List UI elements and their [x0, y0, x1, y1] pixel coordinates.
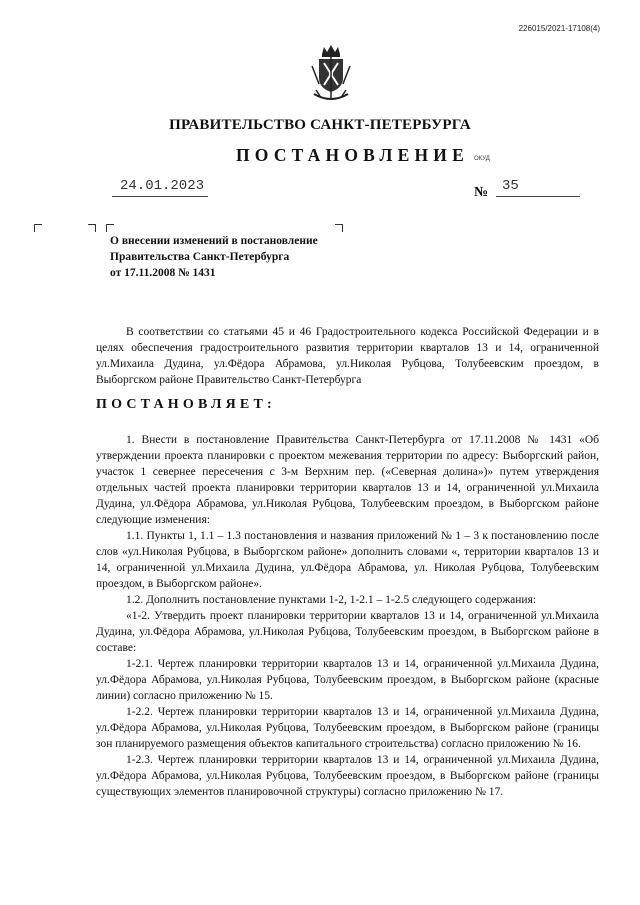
- paragraph-1-2-1: 1-2.1. Чертеж планировки территории кварталов 13 и 14, ограниченной ул.Михаила Дудина, ул.Фёдора Абрамова, ул.Николая Рубцова, Толубеевским проездом, в Выборгском районе (красные линии) согласно приложению № 15.: [96, 658, 599, 702]
- okud-label: ОКУД: [474, 156, 490, 162]
- decree-date: 24.01.2023: [120, 178, 205, 194]
- paragraph-1: 1. Внести в постановление Правительства Санкт-Петербурга от 17.11.2008 № 1431 «Об утверждении проекта планировки с проектом межевания территории по адресу: Выборгский район, участок 1 севернее пересечения с 3-м Верхним пер. («Северная долина»)» путем утверждения отдельных частей проекта планировки территории кварталов 13 и 14, ограниченной ул.Михаила Дудина, ул.Фёдора Абрамова, ул.Николая Рубцова, Толубеевским проездом, в Выборгском районе следующие изменения:: [96, 434, 599, 526]
- decree-body: [96, 432, 599, 800]
- decree-subject: [110, 233, 318, 281]
- resolves-heading: ПОСТАНОВЛЯЕТ:: [96, 397, 276, 412]
- corner-mark: [34, 224, 42, 232]
- subject-line: О внесении изменений в постановление: [110, 235, 318, 247]
- paragraph-1-2: 1.2. Дополнить постановление пунктами 1-2, 1-2.1 – 1-2.5 следующего содержания:: [126, 594, 537, 606]
- government-title: ПРАВИТЕЛЬСТВО САНКТ-ПЕТЕРБУРГА: [169, 117, 471, 133]
- paragraph-1-1: 1.1. Пункты 1, 1.1 – 1.3 постановления и названия приложений № 1 – 3 к постановлению после слов «ул.Николая Рубцова, в Выборгском районе» дополнить словами «, территории кварталов 13 и 14, ограниченной ул.Михаила Дудина, ул.Фёдора Абрамова, ул. Николая Рубцова, Толубеевским проездом, в Выборгском районе».: [96, 530, 599, 590]
- corner-mark: [335, 224, 343, 232]
- corner-mark: [106, 224, 114, 232]
- coat-of-arms-icon: [308, 44, 354, 106]
- corner-mark: [88, 224, 96, 232]
- document-number: 226015/2021-17108(4): [518, 24, 600, 33]
- paragraph-1-2-2: 1-2.2. Чертеж планировки территории кварталов 13 и 14, ограниченной ул.Михаила Дудина, ул.Фёдора Абрамова, ул.Николая Рубцова, Толубеевским проездом, в Выборгском районе (границы зон планируемого размещения объектов капитального строительства) согласно приложению № 16.: [96, 706, 599, 750]
- decree-number: 35: [502, 178, 519, 194]
- paragraph-1-2-3: 1-2.3. Чертеж планировки территории кварталов 13 и 14, ограниченной ул.Михаила Дудина, ул.Фёдора Абрамова, ул.Николая Рубцова, Толубеевским проездом, в Выборгском районе (границы существующих элементов планировочной структуры) согласно приложению № 17.: [96, 754, 599, 798]
- paragraph-1-2-intro: «1-2. Утвердить проект планировки территории кварталов 13 и 14, ограниченной ул.Михаила Дудина, ул.Фёдора Абрамова, ул.Николая Рубцова, Толубеевским проездом, в Выборгском районе в составе:: [96, 610, 599, 654]
- date-underline: [112, 196, 208, 197]
- number-sign: №: [474, 185, 489, 200]
- preamble: [96, 324, 599, 388]
- decree-title: ПОСТАНОВЛЕНИЕ: [236, 145, 469, 165]
- subject-line: от 17.11.2008 № 1431: [110, 267, 216, 279]
- number-underline: [496, 196, 580, 197]
- subject-line: Правительства Санкт-Петербурга: [110, 251, 290, 263]
- preamble-text: В соответствии со статьями 45 и 46 Градостроительного кодекса Российской Федерации и в целях обеспечения градостроительного развития территории кварталов 13 и 14, ограниченной ул.Михаила Дудина, ул.Фёдора Абрамова, ул.Николая Рубцова, Толубеевским проездом, в Выборгском районе Правительство Санкт-Петербурга: [96, 326, 599, 386]
